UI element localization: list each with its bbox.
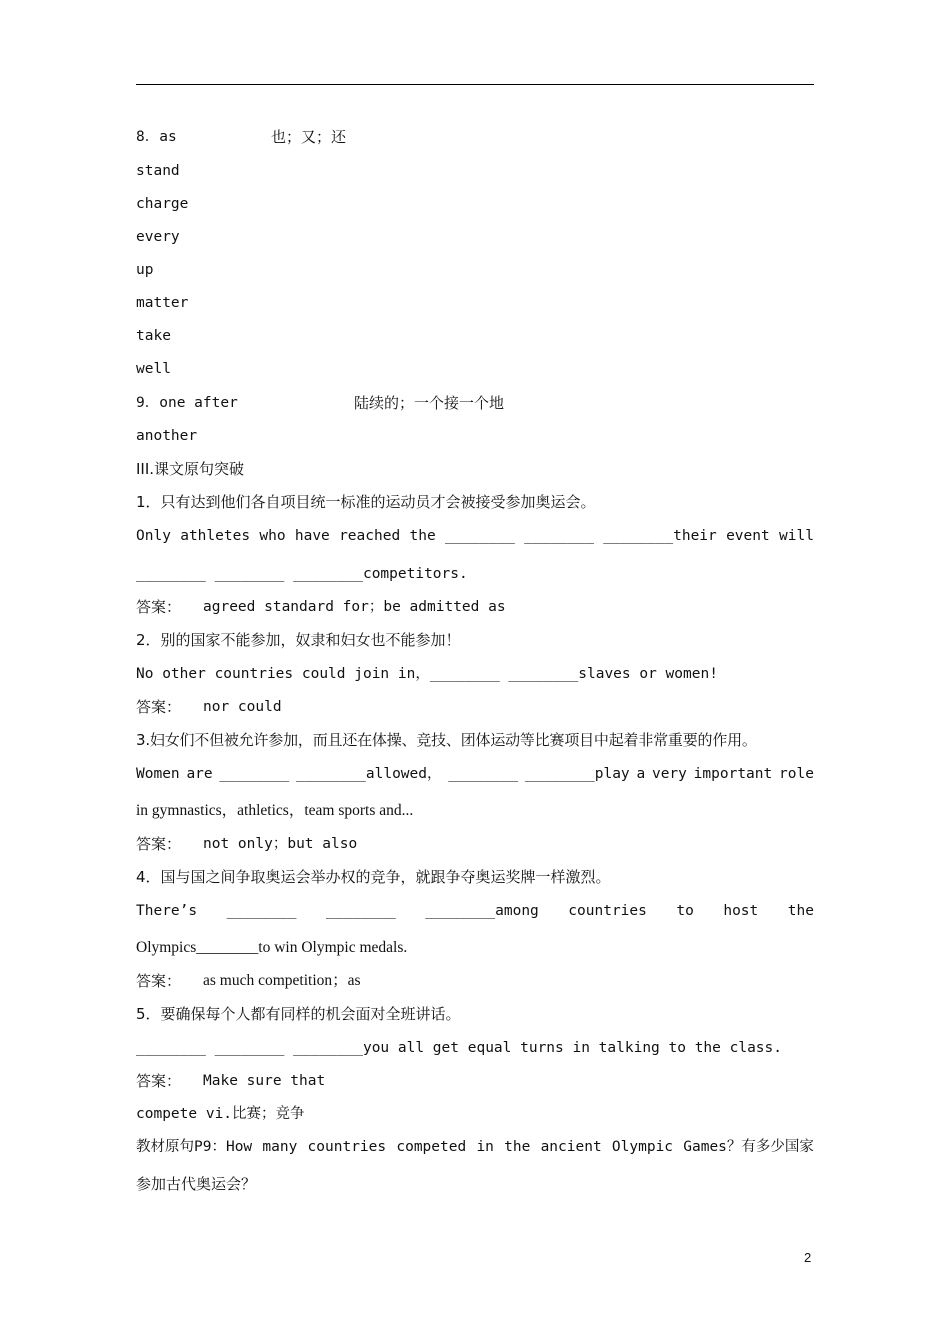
q2-answer-label: 答案：	[136, 698, 182, 716]
blank: ________	[325, 903, 396, 919]
word: 教材原句P9：How	[136, 1139, 253, 1155]
item8-word: well	[136, 361, 171, 377]
word: important	[693, 766, 773, 782]
word: event	[726, 528, 770, 544]
q5-chinese: 5．要确保每个人都有同样的机会面对全班讲话。	[136, 1005, 461, 1023]
word: the	[787, 903, 814, 919]
word: the	[409, 528, 436, 544]
word: to	[676, 903, 694, 919]
q4-english-line2: Olympics________to win Olympic medals.	[136, 939, 408, 956]
word: ________their	[603, 528, 717, 544]
word: Games？有多少国家	[683, 1139, 814, 1155]
q1-english-line2: ________ ________ ________competitors.	[136, 566, 468, 582]
page-number: 2	[804, 1250, 812, 1265]
q3-answer: not only；but also	[203, 836, 358, 852]
header-rule	[136, 84, 814, 85]
item8-number: 8．as	[136, 129, 177, 145]
textbook-line1	[136, 1137, 814, 1157]
word: host	[723, 903, 759, 919]
word: countries	[307, 1139, 387, 1155]
word: will	[779, 528, 814, 544]
q5-english: ________ ________ ________you all get equal turns in talking to the class.	[136, 1040, 783, 1056]
item8-word: every	[136, 229, 180, 245]
q1-answer-label: 答案：	[136, 598, 182, 616]
word: many	[262, 1139, 298, 1155]
blank: ________	[226, 903, 297, 919]
item8-word: matter	[136, 295, 189, 311]
blank: ________	[524, 528, 594, 544]
word: There’s	[136, 903, 198, 919]
q4-chinese: 4．国与国之间争取奥运会举办权的竞争，就跟争夺奥运奖牌一样激烈。	[136, 868, 611, 886]
q5-answer: Make sure that	[203, 1073, 326, 1089]
word: the	[504, 1139, 531, 1155]
word: very	[651, 766, 687, 782]
word: ancient	[540, 1139, 602, 1155]
item8-meaning: 也；又；还	[271, 128, 347, 146]
section-title: III.课文原句突破	[136, 460, 245, 478]
word: Only	[136, 528, 171, 544]
word: Olympic	[611, 1139, 674, 1155]
blank: ________	[219, 766, 290, 782]
word: role	[779, 766, 814, 782]
word: in	[476, 1139, 494, 1155]
q3-answer-label: 答案：	[136, 835, 182, 853]
word: who	[259, 528, 286, 544]
item8-word: up	[136, 262, 154, 278]
item8-word: charge	[136, 196, 189, 212]
q3-english-line2: in gymnastics，athletics，team sports and...	[136, 802, 414, 819]
q2-answer: nor could	[203, 699, 282, 715]
blank: ________	[444, 528, 515, 544]
q4-english-line1	[136, 901, 814, 921]
blank: ________	[448, 766, 519, 782]
item9-continuation: another	[136, 428, 198, 444]
textbook-line2: 参加古代奥运会？	[136, 1175, 257, 1193]
word: Women	[136, 766, 180, 782]
q1-answer: agreed standard for；be admitted as	[203, 599, 506, 615]
q3-english-line1	[136, 764, 814, 784]
word: reached	[339, 528, 401, 544]
word: ________among	[425, 903, 539, 919]
q5-answer-label: 答案：	[136, 1072, 182, 1090]
word: ________play	[524, 766, 630, 782]
word: countries	[568, 903, 647, 919]
item8-word: take	[136, 328, 171, 344]
q1-english-line1	[136, 526, 814, 546]
q2-english: No other countries could join in，________ ________slaves or women!	[136, 666, 718, 682]
word: ________allowed，	[296, 766, 442, 782]
word: competed	[396, 1139, 467, 1155]
q3-chinese: 3.妇女们不但被允许参加，而且还在体操、竞技、团体运动等比赛项目中起着非常重要的作用。	[136, 731, 757, 749]
q4-answer: as much competition；as	[203, 972, 361, 989]
item9-number: 9．one after	[136, 395, 238, 411]
item8-word: stand	[136, 163, 180, 179]
word: a	[636, 766, 646, 782]
q1-chinese: 1．只有达到他们各自项目统一标准的运动员才会被接受参加奥运会。	[136, 493, 596, 511]
vocab-line: compete vi.比赛；竞争	[136, 1106, 305, 1122]
q2-chinese: 2．别的国家不能参加，奴隶和妇女也不能参加！	[136, 631, 461, 649]
item9-meaning: 陆续的；一个接一个地	[354, 394, 505, 412]
word: athletes	[180, 528, 251, 544]
q4-answer-label: 答案：	[136, 972, 182, 990]
word: have	[294, 528, 330, 544]
word: are	[186, 766, 213, 782]
